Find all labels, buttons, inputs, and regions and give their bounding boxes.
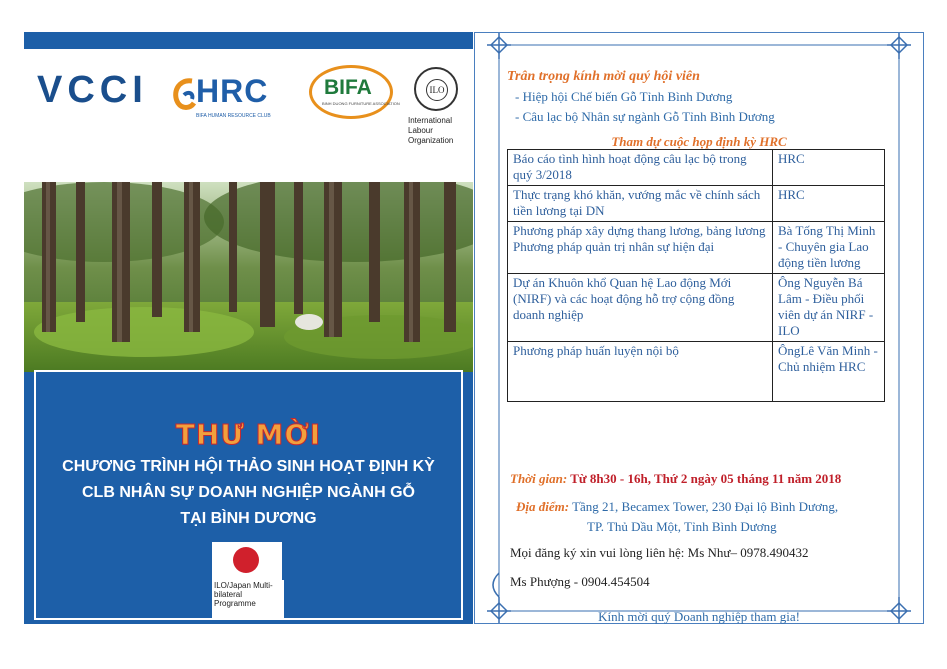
- flyer-right-panel: [474, 32, 924, 624]
- organization-1: - Hiệp hội Chế biến Gỗ Tỉnh Bình Dương: [515, 89, 733, 104]
- ilo-seal-text: ILO: [426, 79, 448, 101]
- bifa-logo: [309, 65, 400, 123]
- agenda-topic: Thực trạng khó khăn, vướng mắc về chính sách tiền lương tại DN: [508, 186, 773, 222]
- japan-flag-sun: [233, 547, 259, 573]
- program-line-1: CHƯƠNG TRÌNH HỘI THẢO SINH HOẠT ĐỊNH KỲ: [62, 458, 435, 475]
- agenda-presenter: Ông Nguyễn Bá Lâm - Điều phối viên dự án NIRF - ILO: [773, 274, 885, 342]
- hrc-logo-text: HRC: [196, 73, 269, 109]
- flyer-left-panel: [24, 32, 473, 624]
- agenda-topic: Phương pháp xây dựng thang lương, bảng lương Phương pháp quản trị nhân sự hiện đại: [508, 222, 773, 274]
- agenda-row: [508, 274, 885, 342]
- event-location-line-2: TP. Thủ Dầu Một, Tỉnh Bình Dương: [587, 519, 777, 534]
- registration-contact: Mọi đăng ký xin vui lòng liên hệ: Ms Như– 0978.490432: [510, 545, 809, 560]
- forest-illustration: [24, 182, 473, 372]
- event-location: [516, 499, 838, 515]
- agenda-presenter: HRC: [773, 186, 885, 222]
- japan-flag-icon: [212, 542, 282, 580]
- logo-strip: [24, 49, 473, 184]
- closing-line: Kính mời quý Doanh nghiệp tham gia!: [598, 609, 800, 624]
- agenda-table: [507, 149, 885, 402]
- agenda-topic: Phương pháp huấn luyện nội bộ: [508, 342, 773, 402]
- agenda-row: [508, 186, 885, 222]
- agenda-presenter: ÔngLê Văn Minh - Chủ nhiệm HRC: [773, 342, 885, 402]
- hrc-swoosh-icon: [170, 75, 198, 115]
- ilo-logo: [408, 67, 468, 167]
- hrc-logo-subtitle: BIFA HUMAN RESOURCE CLUB: [196, 113, 271, 119]
- agenda-row: [508, 150, 885, 186]
- greeting: Trân trọng kính mời quý hội viên: [507, 69, 700, 84]
- organization-2: - Câu lạc bộ Nhân sự ngành Gỗ Tỉnh Bình Dương: [515, 109, 775, 124]
- vcci-logo: [37, 69, 148, 112]
- japan-programme-caption: ILO/Japan Multi-bilateral Programme: [212, 580, 284, 620]
- agenda-row: [508, 222, 885, 274]
- vcci-logo-text: VCCI: [37, 69, 148, 111]
- time-label: Thời gian:: [510, 471, 568, 486]
- invitation-box: [34, 370, 463, 620]
- program-line-3: TẠI BÌNH DƯƠNG: [180, 510, 317, 527]
- agenda-presenter: Bà Tống Thị Minh - Chuyên gia Lao động tiền lương: [773, 222, 885, 274]
- location-value: Tầng 21, Becamex Tower, 230 Đại lộ Bình Dương,: [569, 499, 839, 514]
- invitation-title: THƯ MỜI: [175, 418, 322, 451]
- bifa-logo-subtitle: BINH DUONG FURNITURE ASSOCIATION: [322, 101, 400, 106]
- event-time: [510, 471, 841, 487]
- agenda-row: [508, 342, 885, 402]
- program-line-2: CLB NHÂN SỰ DOANH NGHIỆP NGÀNH GỖ: [82, 484, 415, 501]
- forest-photo: [24, 182, 473, 372]
- registration-contact-2: Ms Phượng - 0904.454504: [510, 574, 650, 589]
- agenda-presenter: HRC: [773, 150, 885, 186]
- hrc-logo: [170, 73, 300, 125]
- location-label: Địa điểm:: [516, 499, 570, 514]
- agenda-topic: Báo cáo tình hình hoạt động câu lạc bộ trong quý 3/2018: [508, 150, 773, 186]
- agenda-topic: Dự án Khuôn khổ Quan hệ Lao động Mới (NIRF) và các hoạt động hỗ trợ cộng đồng doanh nghiệp: [508, 274, 773, 342]
- meeting-title: Tham dự cuộc họp định kỳ HRC: [611, 134, 787, 149]
- bifa-logo-text: BIFA: [324, 76, 372, 99]
- ilo-name: International Labour Organization: [408, 116, 454, 145]
- time-value: Từ 8h30 - 16h, Thứ 2 ngày 05 tháng 11 năm 2018: [567, 471, 842, 486]
- ilo-seal-icon: [414, 67, 458, 111]
